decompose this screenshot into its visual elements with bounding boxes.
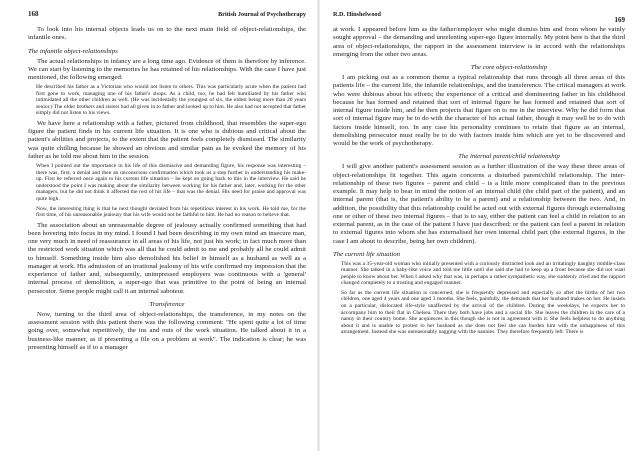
core-paragraph: I am picking out as a common theme a typical relationship that runs through all three areas of this patients life – the current life, the infantile relationships, and the transference. The critical managers at work who were dubious about his efforts; the experience of a critical and domineering father in his childhood because he has formed and retained that sort of internal figure he has formed and retained that sort of internal figure inside him, and he then projects that figure on to me in the interview. Why he did form that sort of internal figure may be to do with the character of his actual father, though it may well be to do with factors inside himself, too. In any case his personality continues to retain that figure as an internal, demolishing persecutor must really be to do with factors inside him which are yet to be discovered and would be the work of psychotherapy. <box>333 74 625 147</box>
continuation-paragraph: at work. I appeared before him as the father/employer who might dismiss him and from whom he vainly sought approval – the demanding and unrelenting super-ego figure internally. My point here is that the third area of object-relationships, the rapport in the assessment interview is in accord with the relationships emerging from the other two areas. <box>333 26 625 58</box>
left-page-body <box>28 8 306 352</box>
father-paragraph: We have here a relationship with a father, pictured from childhood, that resembles the super-ego figure the patient finds in his current life situation. It is one who is dubious and critical about the patient's abilities and projects, to the extent that the patient feels completely dismissed. The similarity was quite chilling because he showed an obvious and similar pain as he evoked the memory of his father as he told me about him in the session. <box>28 119 306 160</box>
case-quote-current-life: So far as the current life situation is concerned, she is frequently depressed and especially so after the births of her two children, one aged 4 years and one aged 3 months. She feels, painfully, the demands that her husband makes on her. He insists on a particular, dislocated life-style unaffected by the arrival of the children. During the weekdays, he expects her to accompany him to their flat in Chelsea. There they both have jobs and a social life. She leaves the children in the care of a nanny in their country home. She acquiesces in this though she is not in agreement with it. She feels helpless to do anything about it and is unable to protest to her husband as she does not feel she can burden him with the unhappiness of this arrangement. Instead she was unreasonably nagging with the nannies. They therefore frequently left. There is <box>341 289 625 336</box>
right-text-flow <box>333 26 625 336</box>
internal-paragraph: I will give another patient's assessment session as a further illustration of the way these three areas of object-relationships fit together. This again concerns a disturbed parent/child relationship. The inter-relationship of these two figures – parent and child – is a little more complicated than in the previous example. It may help to bear in mind the notion of an internal child (the child part of the patient), and an internal parent (that is, the patient's ability to be a parent) and a relationship between the two. And, in addition, the possibility that this relationship could be acted out with external figures through externalising one or other of these two internal figures – that is to say, either the patient can feel a child in relation to an external parent, as in the case of the patient I have just described; or the patient can feel a parent in relation to external figures into whom she has externalised her own internal child part (the external figures, in the case I am about to describe, being her own children). <box>333 163 625 245</box>
association-paragraph: The association about an unreasonable degree of jealousy actually confirmed something that had been hovering into focus in my mind. I found I had been describing in my own mind an insecure man, one very much in need of reassurance in all areas of his life, not just his work; in fact much more than the restricted work situation which was all that he could admit to me and probably all he could admit to himself. Something inside him also demolished his belief in himself as a husband as well as a manager at work. His admission of an irrational jealousy of his wife confirmed my impression that the experience of father and, subsequently, unimpressed employers was continuous with a 'general' internal process of demolition, a super-ego that was primitive to the point of being an internal persecutor. Some people might call it an internal saboteur. <box>28 221 306 295</box>
running-head: R.D. Hinshelwood <box>333 11 381 18</box>
transference-paragraph: Now, turning to the third area of object-relationships, the transference, in my notes on the assessment session with this patient there was the following comment: "He spent quite a lot of time going over, somewhat repetitively, the ins and outs of the work situation. He talked about it in a business-like manner, as if presenting a file on a problem at work". The indication is clear; he was presenting himself as if to a manager <box>28 310 306 351</box>
section-heading-transference: Transference <box>149 300 185 308</box>
page-number: 168 <box>28 10 39 18</box>
section-heading-infantile: The infantile object-relationships <box>28 47 118 55</box>
running-head: British Journal of Psychotherapy <box>218 11 306 18</box>
case-quote-denial: When I pointed out the importance in his life of this dismissive and demanding figure, his response was interesting – there was, first, a denial and then an unconscious confirmation which took us a step further in understanding his make-up. First he referred once again to his current life situation – he kept on going back to this in the interview. He said he understood the point I was making about the similarity between working for his father and, later, working for the other managers, but he did not think it affected the rest of his life – that was the denial. His need for praise and approval was quite high. <box>36 163 306 202</box>
right-page-header <box>333 8 625 22</box>
case-quote-jealousy: Now, the interesting thing is that he next thought deviated from his repetitious interest in his work. He told me, for the first time, of his unreasonable jealousy that his wife would not be faithful to him. He had no reason to believe that. <box>36 205 306 219</box>
case-quote-woman: This was a 35-year-old woman who initially presented with a curiously distracted look and an irritatingly haughty middle-class manner. She talked in a baby-like voice and told me little until she said she had to keep up a front because she did not want people to know about her. When I asked why that was, in perhaps a rather sympathetic way, she suddenly cried and the rapport changed completely to a trusting and engaged manner. <box>341 260 625 287</box>
left-page-header <box>28 8 306 22</box>
section-heading-internal: The internal parent/child relationship <box>458 153 560 161</box>
intro-paragraph: To look into his internal objects leads us on to the next main field of object-relationships, the infantile ones. <box>28 26 306 42</box>
page-number: 169 <box>614 16 625 24</box>
section-heading-current-life: The current life situation <box>333 250 401 258</box>
right-page-body <box>333 8 625 339</box>
left-page <box>0 0 318 451</box>
right-page <box>319 0 638 451</box>
section-heading-core: The core object-relationship <box>470 64 548 71</box>
case-quote-father: He described his father as a Victorian who would not listen to others. This was particularly acute when the patient had first gone to work, managing one of his father's shops. As a child, too, he had felt humiliated by his father who intimidated all the other children as well. (He was incidentally the youngest of six, the eldest being more than 20 years senior.) The older brothers and sisters had all given in to father and looked up to him. He also had not accepted that father simply did not listen to his views. <box>36 84 306 117</box>
left-text-flow <box>28 26 306 352</box>
infantile-paragraph: The actual relationships in infancy are a long time ago. Evidence of them is therefore by inference. We can start by listening to the memories he has retained of his relationships. With the case I have just mentioned, the following emerged: <box>28 57 306 81</box>
